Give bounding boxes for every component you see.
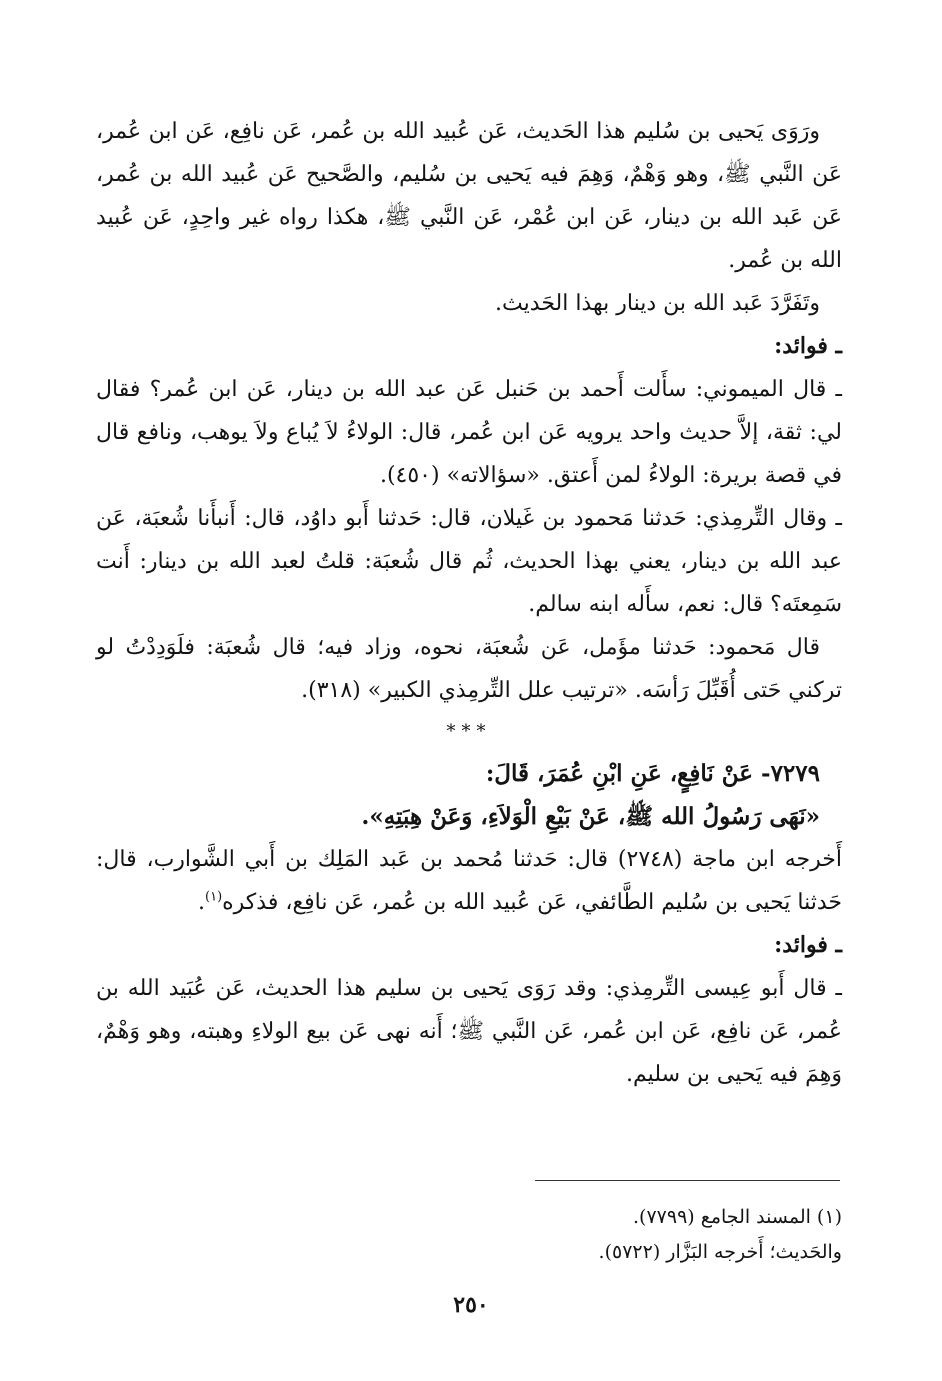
- paragraph-maymuni: ـ قال الميموني: سأَلت أَحمد بن حَنبل عَن عبد الله بن دينار، عَن ابن عُمر؟ فقال لي: ثقة، إلاَّ حديث واحد يرويه عَن ابن عُمر، قال: الولاءُ لاَ يُباع ولاَ يوهب، ونافع قال في قصة بريرة: الولاءُ لمن أَعتق. «سؤالاته» (٤٥٠).: [96, 377, 842, 488]
- paragraph-mahmud: قال مَحمود: حَدثنا مؤَمل، عَن شُعبَة، نحوه، وزاد فيه؛ قال شُعبَة: فلَوَدِدْتُ لو تركني حَتى أُقَبِّلَ رَأسَه. «ترتيب علل التِّرمِذي الكبير» (٣١٨).: [96, 635, 842, 703]
- paragraph-tafarrud: وتَفَرَّدَ عَبد الله بن دينار بهذا الحَديث.: [495, 291, 820, 316]
- section-heading-fawaid: ـ فوائد:: [774, 333, 842, 359]
- section-heading-fawaid-2: ـ فوائد:: [774, 932, 842, 958]
- footnote-divider: [535, 1180, 840, 1181]
- section-separator-stars: ***: [446, 721, 492, 742]
- footnote-2: والحَديث؛ أَخرجه البَزَّار (٥٧٢٢).: [598, 1241, 842, 1263]
- page-number: ٢٥٠: [453, 1292, 489, 1318]
- footnotes: [96, 1200, 842, 1270]
- hadith-text: «نَهَى رَسُولُ الله ﷺ، عَنْ بَيْعِ الْوَلاَءِ، وَعَنْ هِبَتِهِ».: [361, 803, 820, 830]
- paragraph-abu-isa: ـ قال أَبو عِيسى التِّرمِذي: وقد رَوَى يَحيى بن سليم هذا الحديث، عَن عُبَيد الله بن عُمر، عَن نافِع، عَن ابن عُمر، عَن النَّبي ﷺ؛ أَنه نهى عَن بيع الولاءِ وهبته، وهو وَهْمٌ، وَهِمَ فيه يَحيى بن سليم.: [96, 976, 842, 1087]
- hadith-title: ٧٢٧٩- عَنْ نَافِعٍ، عَنِ ابْنِ عُمَرَ، قَالَ:: [485, 760, 820, 787]
- takhrij-text: أَخرجه ابن ماجة (٢٧٤٨) قال: حَدثنا مُحمد بن عَبد المَلِك بن أَبي الشَّوارب، قال: حَدثنا يَحيى بن سُليم الطَّائفي، عَن عُبيد الله بن عُمر، عَن نافِع، فذكره: [96, 847, 843, 915]
- footnote-1: (١) المسند الجامع (٧٧٩٩).: [633, 1206, 842, 1228]
- footnote-ref[interactable]: (١): [205, 889, 223, 905]
- main-text: [96, 110, 842, 1096]
- paragraph-takhrij: [96, 838, 842, 924]
- paragraph-narration: ورَوَى يَحيى بن سُليم هذا الحَديث، عَن عُبيد الله بن عُمر، عَن نافِع، عَن ابن عُمر، عَن النَّبي ﷺ، وهو وَهْمٌ، وَهِمَ فيه يَحيى بن سُليم، والصَّحيح عَن عُبيد الله بن عُمر، عَن عَبد الله بن دينار، عَن ابن عُمْر، عَن النَّبي ﷺ، هكذا رواه غير واحِدٍ، عَن عُبيد الله بن عُمر.: [96, 119, 842, 273]
- takhrij-end: .: [198, 890, 205, 915]
- paragraph-tirmidhi: ـ وقال التِّرمِذي: حَدثنا مَحمود بن غَيلان، قال: حَدثنا أَبو داوُد، قال: أَنبأَنا شُعبَة، عَن عبد الله بن دينار، يعني بهذا الحديث، ثُم قال شُعبَة: قلتُ لعبد الله بن دينار: أَنت سَمِعتَه؟ قال: نعم، سأَله ابنه سالم.: [96, 506, 842, 617]
